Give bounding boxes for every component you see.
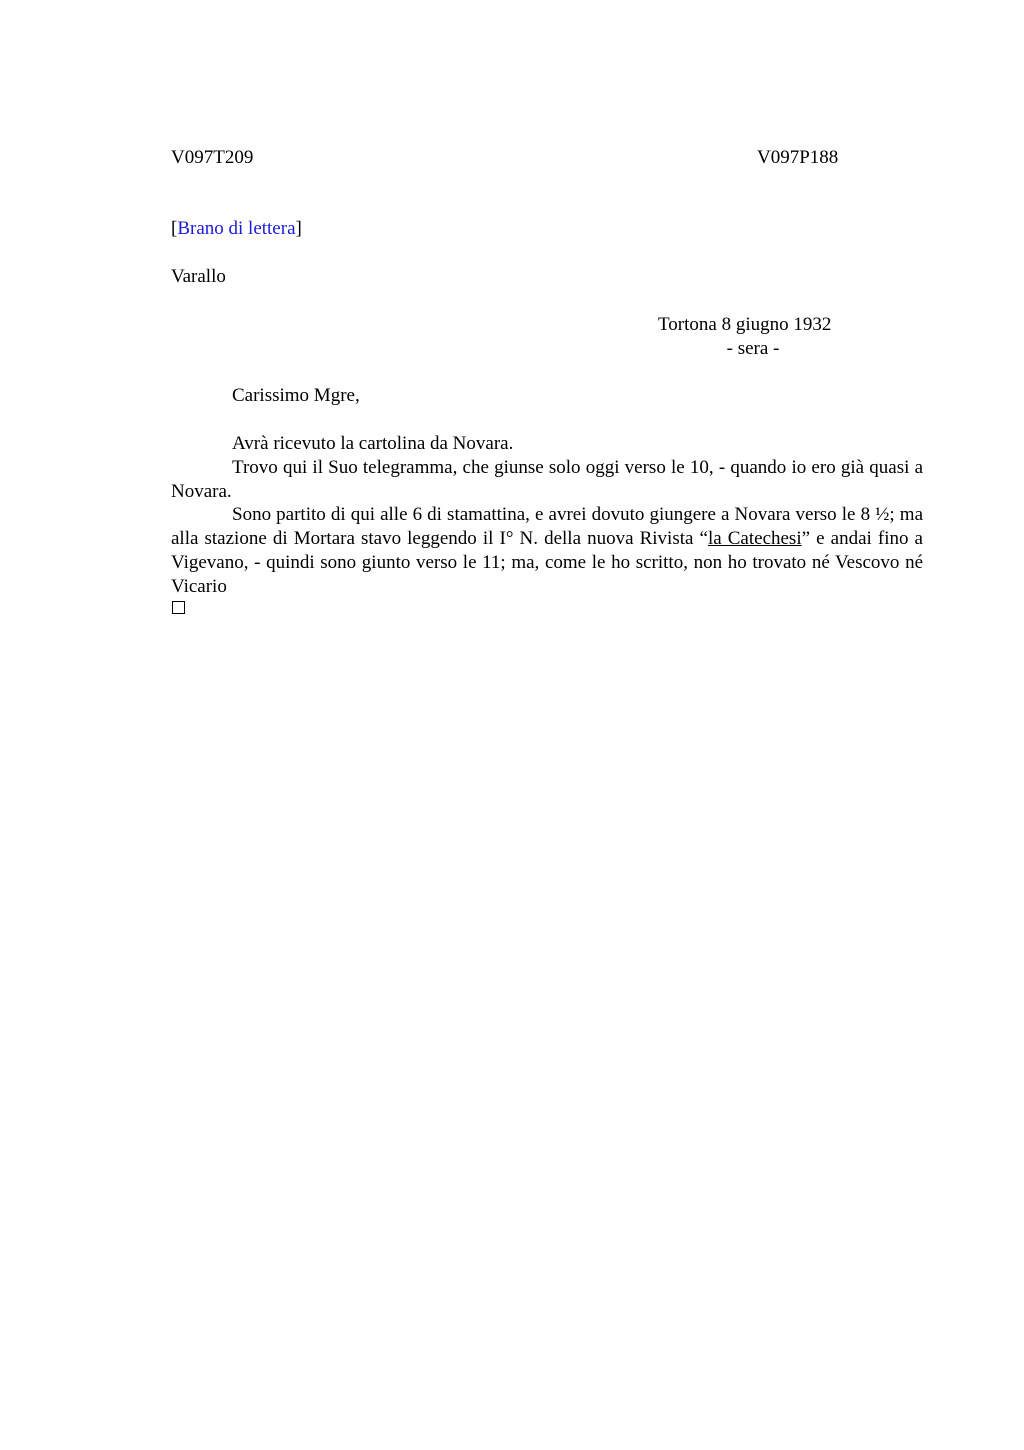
dateline-place-date: Tortona 8 giugno 1932 [658,314,832,335]
paragraph-3-text-before: Sono partito di qui alle 6 di stamattina, e avrei dovuto giungere a Novara verso le 8 ½; ma alla stazione di Mortara stavo leggendo il I° N. della nuova Rivista “ [171,504,923,549]
archive-code-right: V097P188 [757,147,839,168]
body-paragraph-1: Avrà ricevuto la cartolina da Novara. [232,433,514,454]
salutation: Carissimo Mgre, [232,385,360,406]
archive-code-left: V097T209 [171,147,254,168]
journal-title-underlined: la Catechesi [707,528,802,549]
title-text: Brano di lettera [177,218,296,239]
title-open-bracket: [ [171,218,178,239]
paragraph-3-text-after: ” e andai fino a Vigevano, - quindi sono giunto verso le 11; ma, come le ho scritto, non ho trovato né Vescovo né Vicario [171,528,923,597]
body-paragraph-2: Trovo qui il Suo telegramma, che giunse solo oggi verso le 10, - quando io ero già quasi a Novara. [171,457,923,502]
dateline-time-of-day: - sera - [726,338,780,359]
document-title [171,217,302,241]
title-close-bracket: ] [295,218,302,239]
recipient-place: Varallo [171,266,226,287]
body-paragraph-3 [171,503,923,599]
empty-square-icon [172,601,185,614]
